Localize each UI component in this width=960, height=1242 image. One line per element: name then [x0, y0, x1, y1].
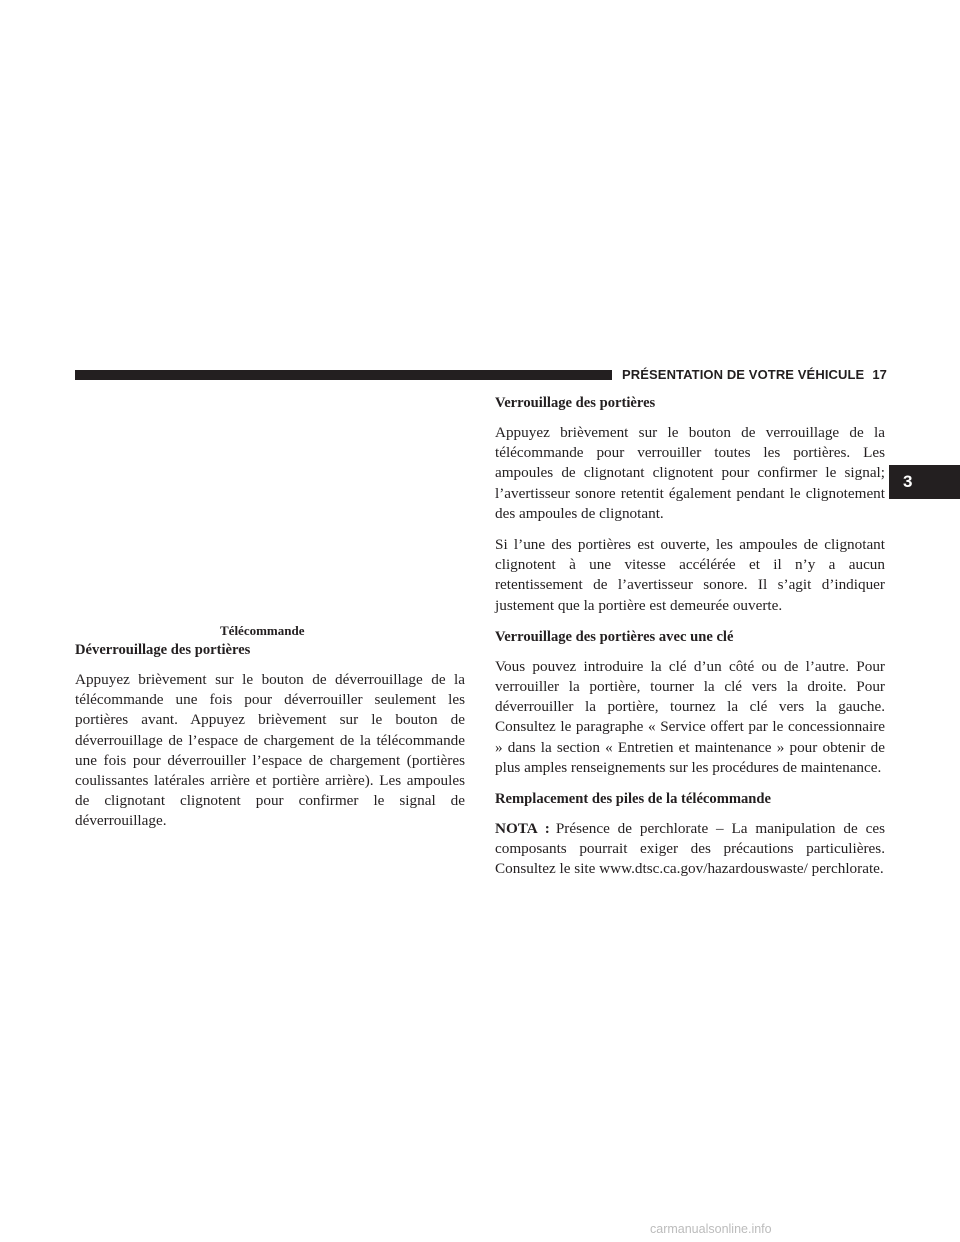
nota-label: NOTA :	[495, 820, 550, 838]
heading-key-locking: Verrouillage des portières avec une clé	[495, 628, 734, 645]
heading-battery-replacement: Remplacement des piles de la télécommande	[495, 791, 772, 808]
page-number: 17	[872, 367, 887, 382]
watermark-link[interactable]: carmanualsonline.info	[650, 1222, 772, 1236]
nota-text: Présence de perchlorate – La manipulation de ces composants pourrait exiger des précautions particulières. Consultez le site www.dtsc.ca.gov/hazardouswaste/ perchlorate.	[495, 820, 885, 878]
right-column	[495, 393, 885, 891]
left-column	[75, 640, 465, 843]
heading-locking: Verrouillage des portières	[495, 395, 656, 411]
paragraph-key-locking: Vous pouvez introduire la clé d’un côté ou de l’autre. Pour verrouiller la portière, tourner la clé vers la droite. Pour déverrouiller la portière, tournez la clé vers la gauche. Consultez le paragraphe « Service offert par le concessionnaire » dans la section « Entretien et maintenance » pour obtenir de plus amples renseignements sur les procédures de maintenance.	[495, 657, 885, 776]
section-title: PRÉSENTATION DE VOTRE VÉHICULE	[622, 367, 865, 382]
heading-unlocking: Déverrouillage des portières	[75, 642, 251, 658]
paragraph-nota	[495, 819, 885, 880]
running-header	[622, 366, 887, 384]
paragraph-unlocking: Appuyez brièvement sur le bouton de déverrouillage de la télécommande une fois pour déverrouiller seulement les portières avant. Appuyez brièvement sur le bouton de déverrouillage de l’espace de chargement de la télécommande une fois pour déverrouiller l’espace de chargement (portières coulissantes latérales arrière et portière arrière). Les ampoules de clignotant clignotent pour confirmer le signal de déverrouillage.	[75, 671, 465, 830]
paragraph-locking-1: Appuyez brièvement sur le bouton de verrouillage de la télécommande pour verrouiller toutes les portières. Les ampoules de clignotant clignotent pour confirmer le signal; l’avertisseur sonore retentit également pendant le clignotement des ampoules de clignotant.	[495, 424, 885, 522]
figure-caption: Télécommande	[220, 623, 305, 638]
header-rule	[75, 370, 612, 380]
chapter-tab: 3	[889, 465, 960, 499]
paragraph-locking-2: Si l’une des portières est ouverte, les ampoules de clignotant clignotent à une vitesse accélérée et il n’y a aucun retentissement de l’avertisseur sonore. Il s’agit d’indiquer justement que la portière est demeurée ouverte.	[495, 536, 885, 614]
